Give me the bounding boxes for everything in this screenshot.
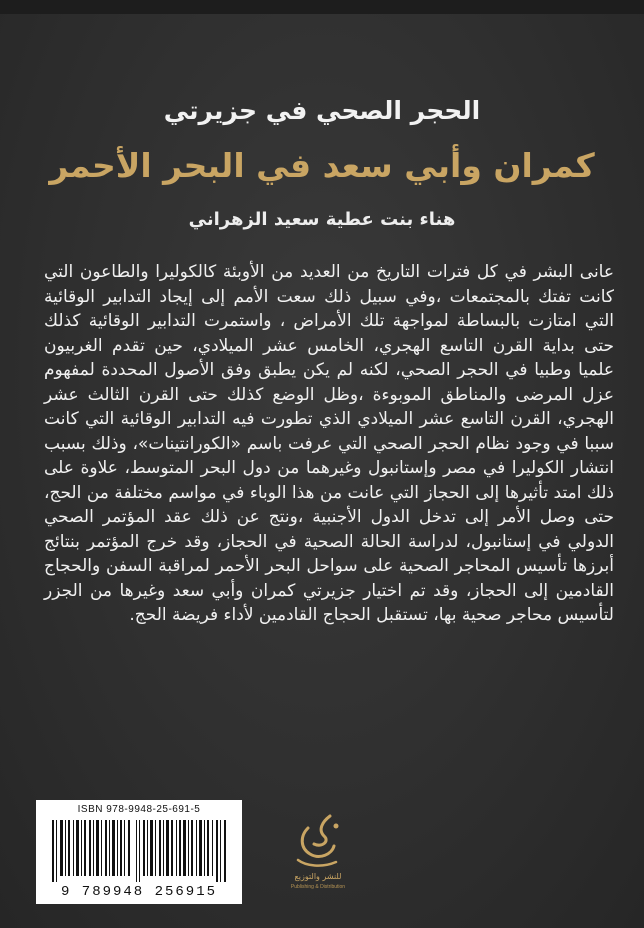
author-name: هناء بنت عطية سعيد الزهراني [188, 209, 456, 230]
barcode-box [36, 800, 242, 904]
publisher-english: Publishing & Distribution [290, 884, 346, 890]
barcode-number: 9 789948 256915 [60, 884, 218, 900]
title-line-1: الحجر الصحي في جزيرتي [163, 96, 481, 125]
barcode-bars [50, 820, 228, 882]
top-edge [0, 0, 644, 14]
isbn-label: ISBN 978-9948-25-691-5 [77, 804, 201, 815]
publisher-tagline: للنشر والتوزيع [294, 872, 342, 881]
blurb-text: عانى البشر في كل فترات التاريخ من العديد من الأوبئة كالكوليرا والطاعون التي كانت تفتك بالمجتمعات ،وفي سبيل ذلك سعت الأمم إلى إيجاد التدابير الوقائية التي امتازت بالبساطة لمواجهة تلك الأمراض ، واستمرت التدابير الوقائية كذلك حتى بداية القرن التاسع الهجري، الخامس عشر الميلادي، حين تقدم الغربيون علميا وطبيا في الحجر الصحي، لكنه لم يكن يطبق وفق الأصول المحددة لمفهوم عزل المرضى والمناطق الموبوءة ،وظل الوضع كذلك حتى القرن الثالث عشر الهجري، القرن التاسع عشر الميلادي الذي تطورت فيه التدابير الوقائية التي كانت سببا في وجود نظام الحجر الصحي التي عرفت باسم «الكورانتينات»، وذلك بسبب انتشار الكوليرا في مصر وإستانبول وغيرهما من دول البحر المتوسط، علاوة على ذلك امتد تأثيرها إلى الحجاز التي عانت من هذا الوباء في مواسم مختلفة من الحج، حتى وصل الأمر إلى تدخل الدول الأجنبية ،ونتج عن ذلك عقد المؤتمر الصحي الدولي في إستانبول، لدراسة الحالة الصحية في الحجاز، وقد خرج المؤتمر بنتائج أبرزها تأسيس المحاجر الصحية على سواحل البحر الأحمر لمراقبة السفن والحجاج القادمين إلى الحجاز، وقد تم اختيار جزيرتي كمران وأبي سعد وغيرها من الجزر لتأسيس محاجر صحية بها، تستقبل الحجاج القادمين لأداء فريضة الحج. [44, 262, 614, 625]
title-line-2: كمران وأبي سعد في البحر الأحمر [49, 146, 595, 185]
